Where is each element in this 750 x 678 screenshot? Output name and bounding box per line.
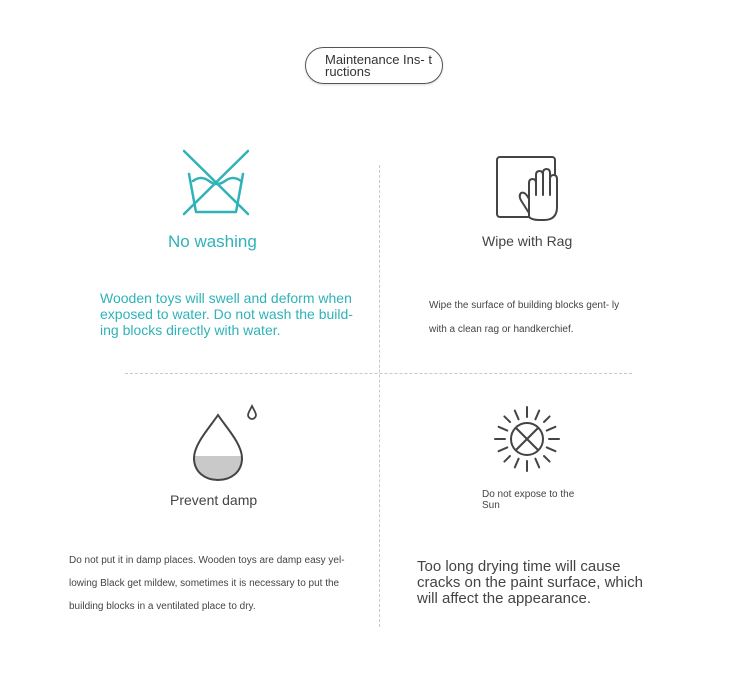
section-no-washing-label: No washing (168, 232, 257, 251)
section-wipe-description: Wipe the surface of building blocks gent- ly with a clean rag or handkerchief. (429, 300, 620, 335)
no-sun-icon (491, 403, 563, 475)
section-no-sun-description: Too long drying time will cause cracks on the paint surface, which will affect the appearance. (417, 558, 643, 607)
page-title: Maintenance Ins- tructions (305, 47, 443, 84)
section-no-washing-description: Wooden toys will swell and deform when exposed to water. Do not wash the build- ing blocks directly with water. (100, 290, 353, 338)
vertical-divider (379, 165, 380, 627)
no-washing-icon (180, 148, 252, 220)
section-wipe-label: Wipe with Rag (482, 233, 573, 249)
section-no-sun-label: Do not expose to the Sun (482, 489, 575, 511)
horizontal-divider (125, 373, 632, 374)
section-prevent-damp-label: Prevent damp (170, 492, 258, 508)
section-prevent-damp-description: Do not put it in damp places. Wooden toys are damp easy yel- lowing Black get mildew, sometimes it is necessary to put the building blocks in a ventilated place to dry. (69, 555, 345, 612)
water-drop-icon (188, 402, 260, 484)
wipe-hand-icon (495, 155, 561, 223)
